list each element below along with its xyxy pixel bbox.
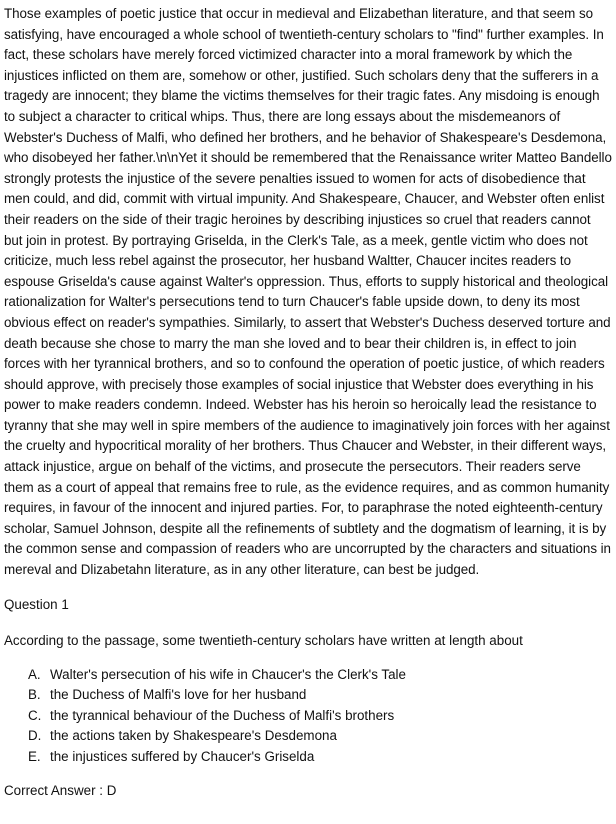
option-letter: A. <box>28 666 41 682</box>
option-letter: D. <box>28 728 42 744</box>
option-text: the actions taken by Shakespeare's Desdemona <box>50 728 337 744</box>
option-c[interactable] <box>28 706 612 727</box>
option-text: Walter's persecution of his wife in Chaucer's the Clerk's Tale <box>50 666 406 682</box>
option-text: the injustices suffered by Chaucer's Griselda <box>50 748 315 764</box>
question-text: According to the passage, some twentieth-century scholars have written at length about <box>4 632 523 648</box>
question-label: Question 1 <box>4 596 69 612</box>
option-letter: B. <box>28 687 41 703</box>
passage-text: Those examples of poetic justice that occur in medieval and Elizabethan literature, and that seem so satisfying, have encouraged a whole school of twentieth-century scholars to "find" further examples. In fact, these scholars have merely forced victimized character into a moral framework by which the injustices inflicted on them are, somehow or other, justified. Such scholars deny that the sufferers in a tragedy are innocent; they blame the victims themselves for their tragic fates. Any misdoing is enough to subject a character to critical whips. Thus, there are long essays about the misdemeanors of Webster's Duchess of Malfi, who defined her brothers, and he behavior of Shakespeare's Desdemona, who disobeyed her father.\n\nYet it should be remembered that the Renaissance writer Matteo Bandello strongly protests the injustice of the severe penalties issued to women for acts of disobedience that men could, and did, commit with virtual impunity. And Shakespeare, Chaucer, and Webster often enlist their readers on the side of their tragic heroines by describing injustices so cruel that readers cannot but join in protest. By portraying Griselda, in the Clerk's Tale, as a meek, gentle victim who does not criticize, much less rebel against the prosecutor, her husband Waltter, Chaucer incites readers to espouse Griselda's cause against Walter's oppression. Thus, efforts to supply historical and theological rationalization for Walter's persecutions tend to turn Chaucer's fable upside down, to deny its most obvious effect on reader's sympathies. Similarly, to assert that Webster's Duchess deserved torture and death because she chose to marry the man she loved and to bear their children is, in effect to join forces with her tyrannical brothers, and so to confound the operation of poetic justice, of which readers should approve, with precisely those examples of social injustice that Webster does everything in his power to make readers condemn. Indeed. Webster has his heroin so heroically lead the resistance to tyranny that she may well in spire members of the audience to imaginatively join forces with her against the cruelty and hypocritical morality of her brothers. Thus Chaucer and Webster, in their different ways, attack injustice, argue on behalf of the victims, and prosecute the persecutors. Their readers serve them as a court of appeal that remains free to rule, as the evidence requires, and as common humanity requires, in favour of the innocent and injured parties. For, to paraphrase the noted eighteenth-century scholar, Samuel Johnson, despite all the refinements of subtlety and the dogmatism of learning, it is by the common sense and compassion of readers who are uncorrupted by the characters and situations in mereval and Dlizabetahn literature, as in any other literature, can best be judged. <box>4 6 612 578</box>
option-d[interactable] <box>28 726 612 747</box>
correct-answer: Correct Answer : D <box>4 783 117 799</box>
option-letter: E. <box>28 748 41 764</box>
option-letter: C. <box>28 707 42 723</box>
answer-options-list <box>4 665 612 768</box>
option-a[interactable] <box>28 665 612 686</box>
option-text: the tyrannical behaviour of the Duchess of Malfi's brothers <box>50 707 395 723</box>
option-text: the Duchess of Malfi's love for her husband <box>50 687 307 703</box>
option-e[interactable] <box>28 747 612 768</box>
option-b[interactable] <box>28 685 612 706</box>
